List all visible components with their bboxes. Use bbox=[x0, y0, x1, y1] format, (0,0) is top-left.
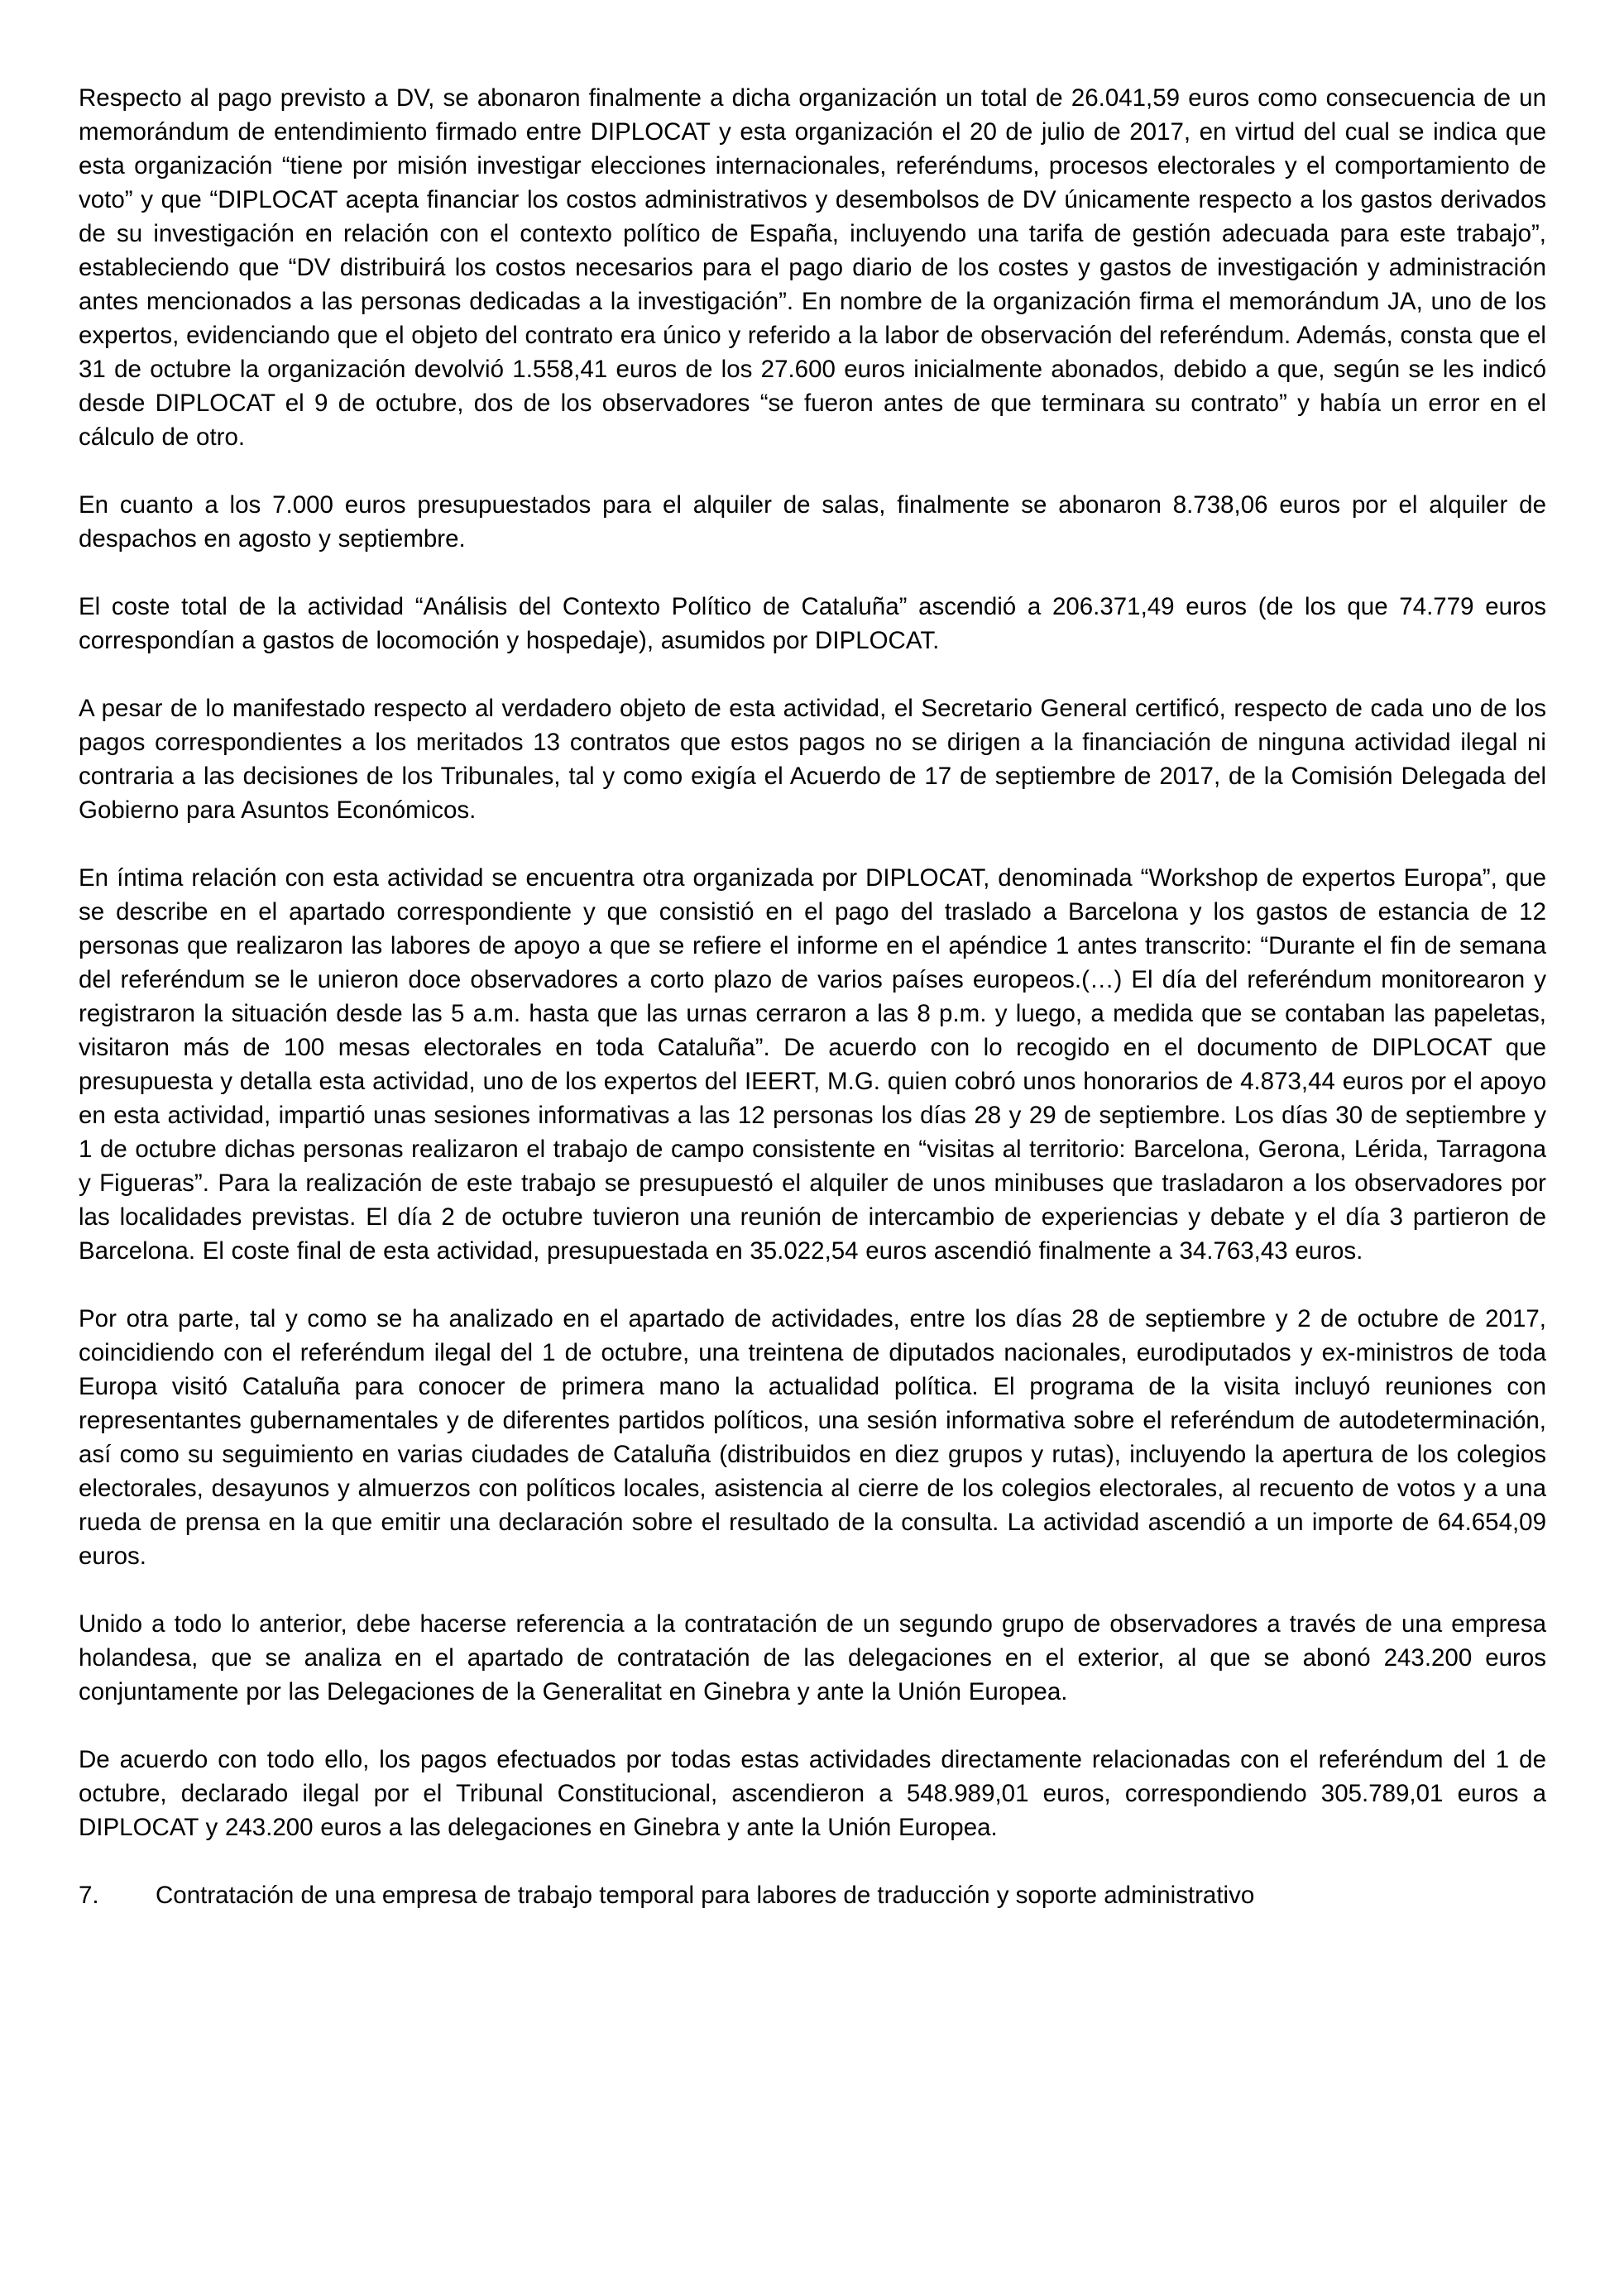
paragraph-room-rental: En cuanto a los 7.000 euros presupuestados para el alquiler de salas, finalmente se abonaron 8.738,06 euros por el alquiler de despachos en agosto y septiembre. bbox=[79, 491, 1546, 552]
paragraph-deputies-visit: Por otra parte, tal y como se ha analizado en el apartado de actividades, entre los días 28 de septiembre y 2 de octubre de 2017, coincidiendo con el referéndum ilegal del 1 de octubre, una treintena de diputados nacionales, eurodiputados y ex-ministros de toda Europa visitó Cataluña para conocer de primera mano la actualidad política. El programa de la visita incluyó reuniones con representantes gubernamentales y de diferentes partidos políticos, una sesión informativa sobre el referéndum de autodeterminación, así como su seguimiento en varias ciudades de Cataluña (distribuidos en diez grupos y rutas), incluyendo la apertura de los colegios electorales, desayunos y almuerzos con políticos locales, asistencia al cierre de los colegios electorales, al recuento de votos y a una rueda de prensa en la que emitir una declaración sobre el resultado de la consulta. La actividad ascendió a un importe de 64.654,09 euros. bbox=[79, 1305, 1546, 1570]
paragraph-second-observers-group: Unido a todo lo anterior, debe hacerse referencia a la contratación de un segundo grupo de observadores a través de una empresa holandesa, que se analiza en el apartado de contratación de las delegaciones en el exterior, al que se abonó 243.200 euros conjuntamente por las Delegaciones de la Generalitat en Ginebra y ante la Unión Europea. bbox=[79, 1610, 1546, 1705]
paragraph-total-cost-activity: El coste total de la actividad “Análisis del Contexto Político de Cataluña” ascendió a 206.371,49 euros (de los que 74.779 euros correspondían a gastos de locomoción y hospedaje), asumidos por DIPLOCAT. bbox=[79, 593, 1546, 654]
section-number: 7. bbox=[79, 1882, 99, 1909]
section-title: Contratación de una empresa de trabajo temporal para labores de traducción y soporte administrativo bbox=[156, 1882, 1255, 1909]
paragraph-total-payments: De acuerdo con todo ello, los pagos efectuados por todas estas actividades directamente relacionadas con el referéndum del 1 de octubre, declarado ilegal por el Tribunal Constitucional, ascendieron a 548.989,01 euros, correspondiendo 305.789,01 euros a DIPLOCAT y 243.200 euros a las delegaciones en Ginebra y ante la Unión Europea. bbox=[79, 1746, 1546, 1841]
section-heading-7 bbox=[79, 1878, 1546, 1912]
paragraph-workshop-expertos: En íntima relación con esta actividad se encuentra otra organizada por DIPLOCAT, denominada “Workshop de expertos Europa”, que se describe en el apartado correspondiente y que consistió en el pago del traslado a Barcelona y los gastos de estancia de 12 personas que realizaron las labores de apoyo a que se refiere el informe en el apéndice 1 antes transcrito: “Durante el fin de semana del referéndum se le unieron doce observadores a corto plazo de varios países europeos.(…) El día del referéndum monitorearon y registraron la situación desde las 5 a.m. hasta que las urnas cerraron a las 8 p.m. y luego, a medida que se contaban las papeletas, visitaron más de 100 mesas electorales en toda Cataluña”. De acuerdo con lo recogido en el documento de DIPLOCAT que presupuesta y detalla esta actividad, uno de los expertos del IEERT, M.G. quien cobró unos honorarios de 4.873,44 euros por el apoyo en esta actividad, impartió unas sesiones informativas a las 12 personas los días 28 y 29 de septiembre. Los días 30 de septiembre y 1 de octubre dichas personas realizaron el trabajo de campo consistente en “visitas al territorio: Barcelona, Gerona, Lérida, Tarragona y Figueras”. Para la realización de este trabajo se presupuestó el alquiler de unos minibuses que trasladaron a los observadores por las localidades previstas. El día 2 de octubre tuvieron una reunión de intercambio de experiencias y debate y el día 3 partieron de Barcelona. El coste final de esta actividad, presupuestada en 35.022,54 euros ascendió finalmente a 34.763,43 euros. bbox=[79, 864, 1546, 1265]
paragraph-secretary-certification: A pesar de lo manifestado respecto al verdadero objeto de esta actividad, el Secretario General certificó, respecto de cada uno de los pagos correspondientes a los meritados 13 contratos que estos pagos no se dirigen a la financiación de ninguna actividad ilegal ni contraria a las decisiones de los Tribunales, tal y como exigía el Acuerdo de 17 de septiembre de 2017, de la Comisión Delegada del Gobierno para Asuntos Económicos. bbox=[79, 695, 1546, 824]
paragraph-payment-dv: Respecto al pago previsto a DV, se abonaron finalmente a dicha organización un total de 26.041,59 euros como consecuencia de un memorándum de entendimiento firmado entre DIPLOCAT y esta organización el 20 de julio de 2017, en virtud del cual se indica que esta organización “tiene por misión investigar elecciones internacionales, referéndums, procesos electorales y el comportamiento de voto” y que “DIPLOCAT acepta financiar los costos administrativos y desembolsos de DV únicamente respecto a los gastos derivados de su investigación en relación con el contexto político de España, incluyendo una tarifa de gestión adecuada para este trabajo”, estableciendo que “DV distribuirá los costos necesarios para el pago diario de los costes y gastos de investigación y administración antes mencionados a las personas dedicadas a la investigación”. En nombre de la organización firma el memorándum JA, uno de los expertos, evidenciando que el objeto del contrato era único y referido a la labor de observación del referéndum. Además, consta que el 31 de octubre la organización devolvió 1.558,41 euros de los 27.600 euros inicialmente abonados, debido a que, según se les indicó desde DIPLOCAT el 9 de octubre, dos de los observadores “se fueron antes de que terminara su contrato” y había un error en el cálculo de otro. bbox=[79, 84, 1546, 451]
